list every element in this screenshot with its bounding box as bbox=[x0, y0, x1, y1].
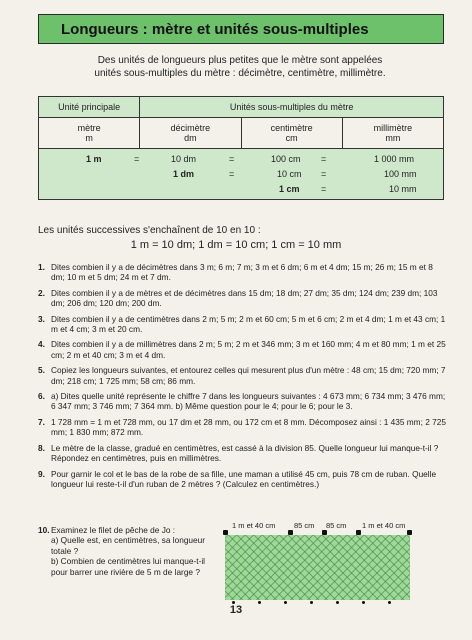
conv-r2-eq2: = bbox=[229, 169, 235, 179]
exercise-text: 1 728 mm = 1 m et 728 mm, ou 17 dm et 28 mm, ou 172 cm et 8 mm. Décomposez ainsi : 1 435 mm; 2 725 mm; 1 830 mm; 872 mm. bbox=[51, 416, 446, 438]
conv-r1-c: 100 cm bbox=[271, 154, 301, 164]
conv-r1-eq1: = bbox=[134, 154, 140, 164]
exercise-6 bbox=[38, 391, 448, 412]
exercise-number: 4. bbox=[38, 339, 45, 350]
section-text: Les unités successives s'enchaînent de 10 en 10 : bbox=[38, 225, 261, 236]
exercise-list bbox=[38, 262, 448, 494]
exercise-text: Copiez les longueurs suivantes, et entourez celles qui mesurent plus d'un mètre : 48 cm; 15 dm; 720 mm; 7 dm; 218 cm; 1 725 mm; 58 cm; 86 mm. bbox=[51, 365, 446, 386]
title-banner bbox=[38, 14, 444, 44]
unit-abbr: mm bbox=[385, 133, 401, 143]
net-label-4: 1 m et 40 cm bbox=[362, 521, 406, 530]
exercise-10-body bbox=[38, 525, 208, 577]
conv-r2-c: 10 cm bbox=[277, 169, 302, 179]
formula: 1 m = 10 dm; 1 dm = 10 cm; 1 cm = 10 mm bbox=[130, 239, 342, 251]
conv-r3-eq3: = bbox=[321, 184, 327, 194]
header-principal: Unité principale bbox=[39, 97, 140, 118]
conversion-grid bbox=[39, 150, 443, 198]
units-table bbox=[38, 96, 444, 200]
conv-r1-eq2: = bbox=[229, 154, 235, 164]
exercise-number: 6. bbox=[38, 391, 45, 402]
exercise-10-intro: Examinez le filet de pêche de Jo : bbox=[51, 525, 176, 535]
unit-name: centimètre bbox=[270, 123, 313, 133]
exercise-number: 3. bbox=[38, 313, 45, 324]
unit-abbr: m bbox=[85, 133, 93, 143]
exercise-10-b: b) Combien de centimètres lui manque-t-il pour barrer une rivière de 5 m de large ? bbox=[51, 556, 206, 577]
conv-r1-b: 10 dm bbox=[171, 154, 197, 164]
unit-abbr: cm bbox=[285, 133, 298, 143]
unit-decimetre bbox=[140, 118, 241, 149]
exercise-text: Le mètre de la classe, gradué en centimètres, est cassé à la division 85. Quelle longueur lui manque-t-il ? Répondez en centimètres, puis en millimètres. bbox=[51, 442, 439, 464]
exercise-10-a: a) Quelle est, en centimètres, sa longueur totale ? bbox=[51, 535, 206, 556]
exercise-3 bbox=[38, 314, 448, 335]
exercise-text: Pour garnir le col et le bas de la robe de sa fille, une maman a utilisé 45 cm, puis 78 cm de ruban. Quelle longueur lui reste-t-il d'un ruban de 2 mètres ? (Calculez en centimètres.) bbox=[51, 468, 437, 489]
exercise-9 bbox=[38, 469, 448, 490]
page-number: 13 bbox=[229, 604, 243, 616]
intro-line-1: Des unités de longueurs plus petites que le mètre sont appelées bbox=[97, 55, 383, 66]
exercise-8 bbox=[38, 443, 448, 464]
unit-name: millimètre bbox=[373, 123, 413, 133]
exercise-text: Dites combien il y a de centimètres dans 2 m; 5 m; 2 m et 60 cm; 5 m et 6 cm; 2 m et 4 dm; 1 m et 43 cm; 1 m et 4 cm; 3 m et 20 cm. bbox=[51, 313, 446, 335]
exercise-1 bbox=[38, 262, 448, 283]
conv-r1-eq3: = bbox=[321, 154, 327, 164]
conversion-cell bbox=[39, 149, 444, 200]
exercise-5 bbox=[38, 365, 448, 386]
net-label-1: 1 m et 40 cm bbox=[232, 521, 276, 530]
exercise-number: 7. bbox=[38, 416, 45, 427]
unit-name: décimètre bbox=[170, 123, 211, 133]
exercise-number: 9. bbox=[38, 468, 45, 479]
conv-r2-d: 100 mm bbox=[384, 169, 417, 179]
net-label-2: 85 cm bbox=[294, 521, 315, 530]
exercise-number: 8. bbox=[38, 442, 45, 453]
conv-r2-b: 1 dm bbox=[173, 169, 195, 179]
exercise-number: 10. bbox=[38, 525, 50, 535]
page-title: Longueurs : mètre et unités sous-multiples bbox=[61, 21, 369, 38]
exercise-4 bbox=[38, 339, 448, 360]
conv-r3-c: 1 cm bbox=[279, 184, 300, 194]
exercise-10 bbox=[38, 525, 208, 577]
unit-millimetre bbox=[342, 118, 443, 149]
unit-centimetre bbox=[241, 118, 342, 149]
net-label-3: 85 cm bbox=[326, 521, 347, 530]
intro-text bbox=[60, 54, 420, 80]
exercise-number: 5. bbox=[38, 365, 45, 376]
exercise-7 bbox=[38, 417, 448, 438]
intro-line-2: unités sous-multiples du mètre : décimètre, centimètre, millimètre. bbox=[94, 68, 386, 79]
unit-metre bbox=[39, 118, 140, 149]
conv-r2-eq3: = bbox=[321, 169, 327, 179]
exercise-text: a) Dites quelle unité représente le chiffre 7 dans les longueurs suivantes : 4 673 mm; 6 734 mm; 3 476 mm; 6 347 mm; 3 746 mm; 7 364 mm. b) Même question pour le 4; pour le 6; pour le 3. bbox=[51, 391, 446, 412]
unit-name: mètre bbox=[77, 123, 101, 133]
exercise-number: 2. bbox=[38, 287, 45, 298]
fishing-net-illustration bbox=[225, 535, 410, 600]
exercise-text: Dites combien il y a de décimètres dans 3 m; 6 m; 7 m; 3 m et 6 dm; 6 m et 4 dm; 15 m; 26 m; 15 m et 8 dm; 10 m et 5 dm; 24 m et 7 dm. bbox=[51, 262, 433, 283]
unit-abbr: dm bbox=[184, 133, 197, 143]
conv-r3-d: 10 mm bbox=[389, 184, 417, 194]
exercise-text: Dites combien il y a de mètres et de décimètres dans 15 dm; 18 dm; 27 dm; 35 dm; 124 dm; 239 dm; 103 dm; 206 dm; 120 dm; 200 dm. bbox=[51, 287, 438, 309]
header-sous-multiples: Unités sous-multiples du mètre bbox=[140, 97, 444, 118]
exercise-text: Dites combien il y a de millimètres dans 2 m; 5 m; 2 m et 346 mm; 3 m et 160 mm; 4 m et 80 mm; 1 m et 25 cm; 2 m et 40 cm; 3 m et 4 dm. bbox=[51, 339, 446, 360]
exercise-number: 1. bbox=[38, 262, 45, 272]
exercise-2 bbox=[38, 288, 448, 309]
conv-r1-d: 1 000 mm bbox=[374, 154, 415, 164]
conv-r1-a: 1 m bbox=[86, 154, 102, 164]
